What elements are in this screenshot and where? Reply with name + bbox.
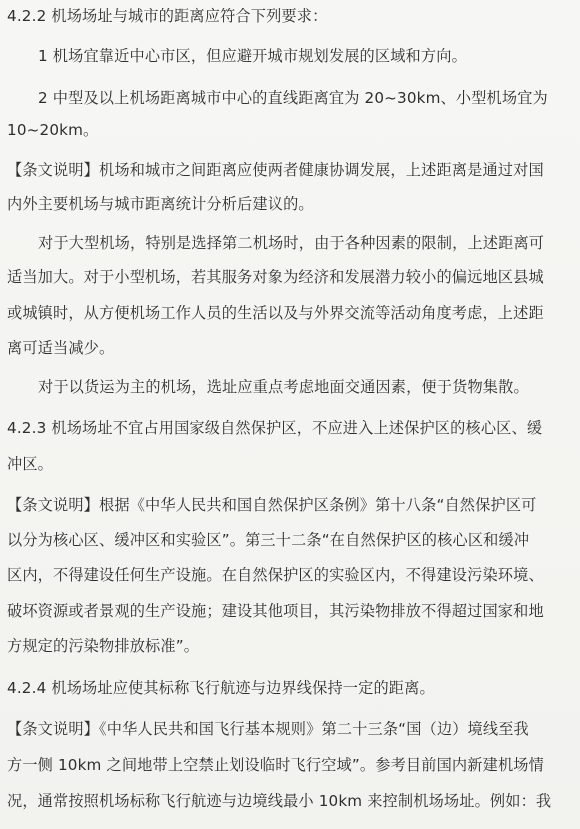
text-line: 况，通常按照机场标称飞行航迹与边境线最小 10km 来控制机场场址。例如：我 bbox=[7, 792, 552, 810]
clause-explanation: 【条文说明】根据《中华人民共和国自然保护区条例》第十八条“自然保护区可 bbox=[7, 496, 537, 514]
text-line: 冲区。 bbox=[7, 455, 54, 473]
clause-item-1: 1 机场宜靠近中心市区，但应避开城市规划发展的区域和方向。 bbox=[38, 47, 467, 65]
clause-item-2-continued: 10~20km。 bbox=[7, 121, 99, 139]
text-line: 或城镇时，从方便机场工作人员的生活以及与外界交流等活动角度考虑，上述距 bbox=[7, 304, 544, 322]
section-heading-4-2-2: 4.2.2 机场场址与城市的距离应符合下列要求： bbox=[7, 7, 328, 25]
clause-item-2: 2 中型及以上机场距离城市中心的直线距离宜为 20~30km、小型机场宜为 bbox=[38, 89, 548, 107]
text-line: 内外主要机场与城市距离统计分析后建议的。 bbox=[7, 195, 314, 213]
paragraph-line: 对于以货运为主的机场，选址应重点考虑地面交通因素，便于货物集散。 bbox=[38, 378, 529, 396]
clause-explanation: 【条文说明】《中华人民共和国飞行基本规则》第二十三条“国（边）境线至我 bbox=[7, 720, 529, 738]
section-heading-4-2-3: 4.2.3 机场场址不宜占用国家级自然保护区，不应进入上述保护区的核心区、缓 bbox=[7, 419, 543, 437]
text-line: 适当加大。对于小型机场，若其服务对象为经济和发展潜力较小的偏远地区县城 bbox=[7, 268, 544, 286]
text-line: 方规定的污染物排放标准”。 bbox=[7, 637, 200, 655]
section-heading-4-2-4: 4.2.4 机场场址应使其标称飞行航迹与边界线保持一定的距离。 bbox=[7, 679, 435, 697]
paragraph-line: 对于大型机场，特别是选择第二机场时，由于各种因素的限制，上述距离可 bbox=[38, 234, 545, 252]
clause-explanation: 【条文说明】机场和城市之间距离应使两者健康协调发展，上述距离是通过对国 bbox=[7, 161, 544, 179]
text-line: 以分为核心区、缓冲区和实验区”。第三十二条“在自然保护区的核心区和缓冲 bbox=[7, 531, 530, 549]
text-line: 破坏资源或者景观的生产设施；建设其他项目，其污染物排放不得超过国家和地 bbox=[7, 602, 544, 620]
text-line: 方一侧 10km 之间地带上空禁止划设临时飞行空域”。参考目前国内新建机场情 bbox=[7, 756, 544, 774]
text-line: 离可适当减少。 bbox=[7, 339, 115, 357]
text-line: 区内，不得建设任何生产设施。在自然保护区的实验区内，不得建设污染环境、 bbox=[7, 566, 544, 584]
